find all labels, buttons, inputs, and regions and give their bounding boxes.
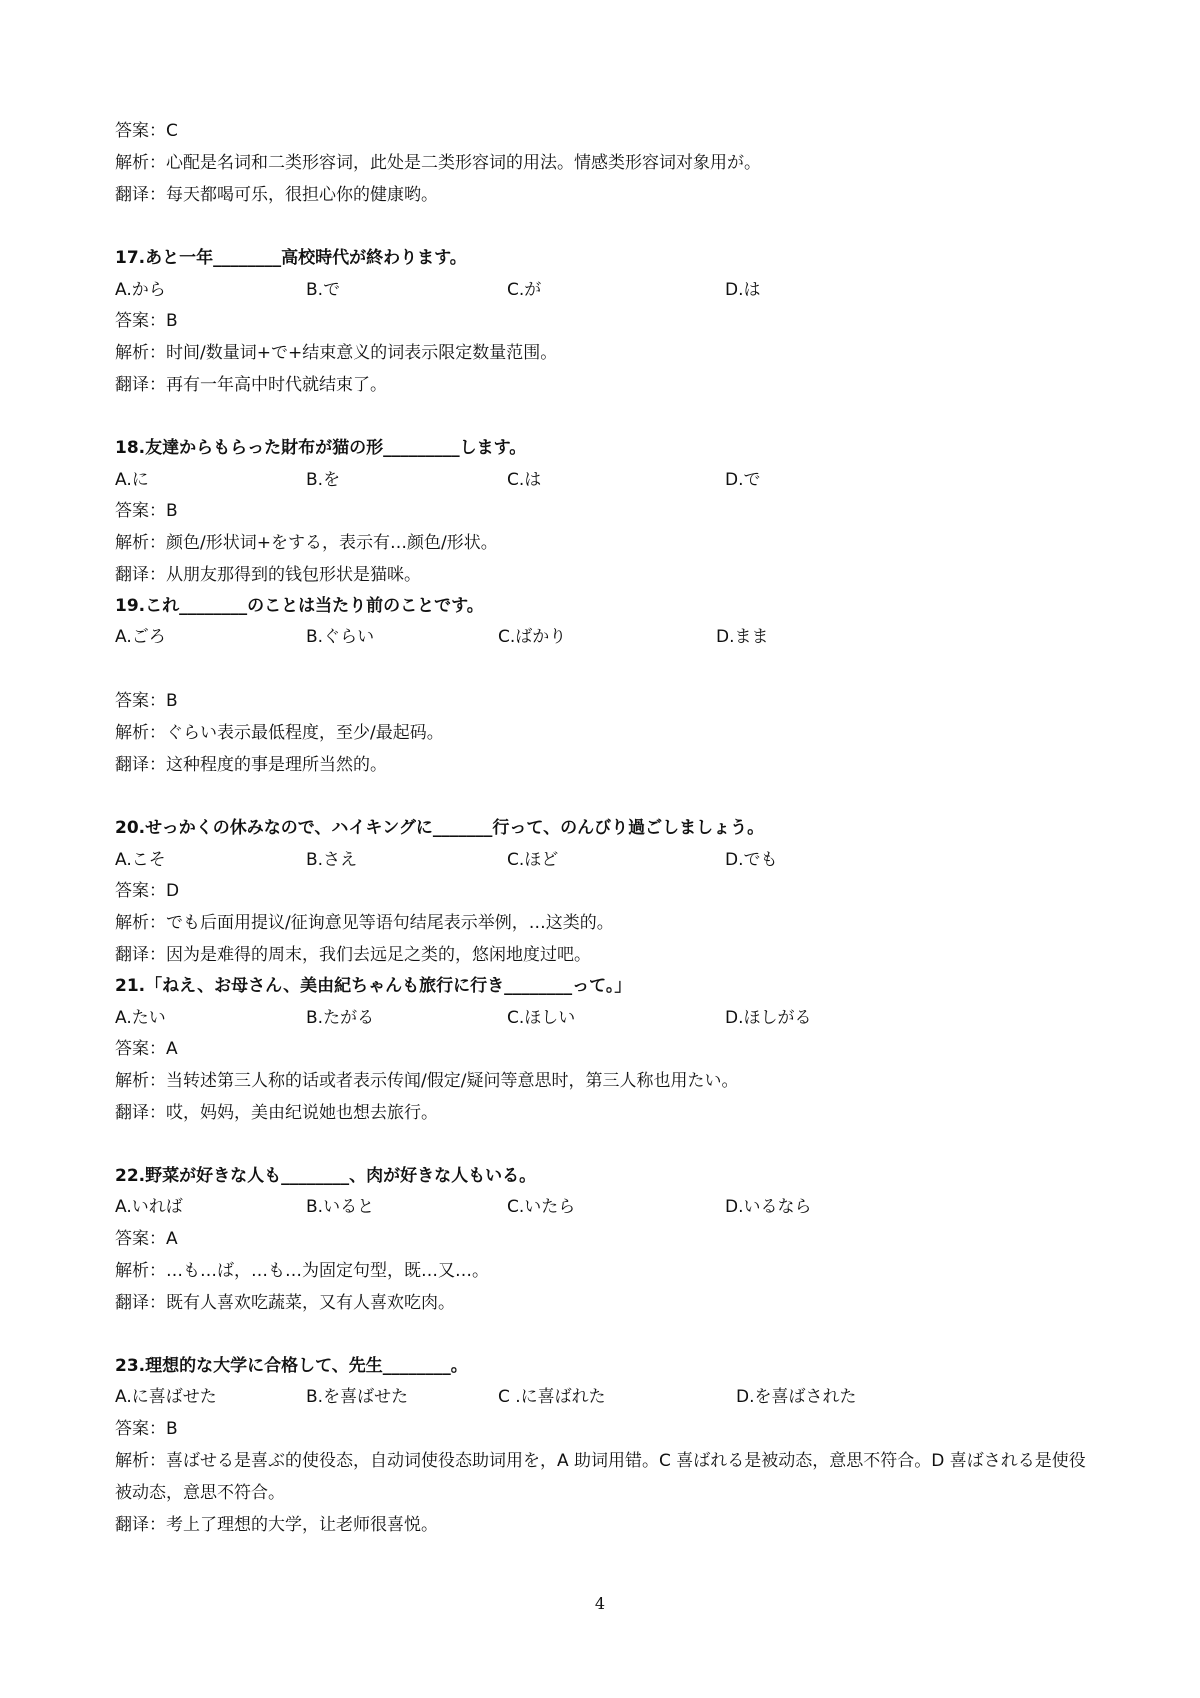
q17-translation: 翻译：再有一年高中时代就结束了。 [115,375,387,395]
q22-question: 22.野菜が好きな人も________、肉が好きな人もいる。 [115,1166,537,1186]
q23-question: 23.理想的な大学に合格して、先生________。 [115,1356,468,1376]
q22-answer: 答案：A [115,1229,178,1249]
q19-option-c: C.ばかり [498,627,567,647]
q16-translation: 翻译：每天都喝可乐，很担心你的健康哟。 [115,185,438,205]
q21-option-b: B.たがる [306,1008,375,1028]
q18-option-b: B.を [306,470,341,490]
q21-option-c: C.ほしい [507,1008,576,1028]
q17-option-c: C.が [507,280,542,300]
q19-translation: 翻译：这种程度的事是理所当然的。 [115,755,387,775]
q18-question: 18.友達からもらった財布が猫の形_________します。 [115,438,527,458]
q23-option-b: B.を喜ばせた [306,1387,409,1407]
q20-option-a: A.こそ [115,850,166,870]
q20-analysis: 解析：でも后面用提议/征询意见等语句结尾表示举例，…这类的。 [115,913,614,933]
q17-option-d: D.は [725,280,761,300]
q20-answer: 答案：D [115,881,180,901]
q17-option-b: B.で [306,280,341,300]
q16-answer: 答案：C [115,121,178,141]
q20-option-b: B.さえ [306,850,358,870]
q19-analysis: 解析：ぐらい表示最低程度，至少/最起码。 [115,723,444,743]
q21-option-d: D.ほしがる [725,1008,812,1028]
q21-analysis: 解析：当转述第三人称的话或者表示传闻/假定/疑问等意思时，第三人称也用たい。 [115,1071,739,1091]
q17-question: 17.あと一年________高校時代が終わります。 [115,248,467,268]
q20-translation: 翻译：因为是难得的周末，我们去远足之类的，悠闲地度过吧。 [115,945,591,965]
q19-answer: 答案：B [115,691,178,711]
q21-answer: 答案：A [115,1039,178,1059]
q23-answer: 答案：B [115,1419,178,1439]
q20-option-d: D.でも [725,850,778,870]
q20-question: 20.せっかくの休みなので、ハイキングに_______行って、のんびり過ごしましょう。 [115,818,765,838]
q18-translation: 翻译：从朋友那得到的钱包形状是猫咪。 [115,565,421,585]
q21-question: 21.「ねえ、お母さん、美由紀ちゃんも旅行に行き________って。」 [115,976,632,996]
q21-translation: 翻译：哎，妈妈，美由纪说她也想去旅行。 [115,1103,438,1123]
q22-option-d: D.いるなら [725,1197,812,1217]
q22-option-b: B.いると [306,1197,375,1217]
q16-analysis: 解析：心配是名词和二类形容词，此处是二类形容词的用法。情感类形容词对象用が。 [115,153,761,173]
q18-option-d: D.で [725,470,761,490]
q20-option-c: C.ほど [507,850,559,870]
q17-option-a: A.から [115,280,166,300]
q22-translation: 翻译：既有人喜欢吃蔬菜，又有人喜欢吃肉。 [115,1293,455,1313]
q23-option-a: A.に喜ばせた [115,1387,217,1407]
q17-analysis: 解析：时间/数量词+で+结束意义的词表示限定数量范围。 [115,343,558,363]
q19-option-d: D.まま [716,627,769,647]
q22-option-a: A.いれば [115,1197,183,1217]
q18-analysis: 解析：颜色/形状词+をする，表示有…颜色/形状。 [115,533,498,553]
q23-analysis: 解析：喜ばせる是喜ぶ的使役态，自动词使役态助词用を，A 助词用错。C 喜ばれる是被动态，意思不符合。D 喜ばされる是使役被动态，意思不符合。 [115,1451,1086,1503]
q18-option-c: C.は [507,470,542,490]
q23-option-c: C .に喜ばれた [498,1387,606,1407]
q23-option-d: D.を喜ばされた [736,1387,857,1407]
q18-answer: 答案：B [115,501,178,521]
q22-analysis: 解析：…も…ば，…も…为固定句型，既…又…。 [115,1261,489,1281]
q17-answer: 答案：B [115,311,178,331]
q19-question: 19.これ________のことは当たり前のことです。 [115,596,484,616]
page-number: 4 [594,1594,606,1613]
q21-option-a: A.たい [115,1008,166,1028]
q19-option-b: B.ぐらい [306,627,375,647]
q23-translation: 翻译：考上了理想的大学，让老师很喜悦。 [115,1515,438,1535]
q18-option-a: A.に [115,470,149,490]
q22-option-c: C.いたら [507,1197,576,1217]
q19-option-a: A.ごろ [115,627,166,647]
